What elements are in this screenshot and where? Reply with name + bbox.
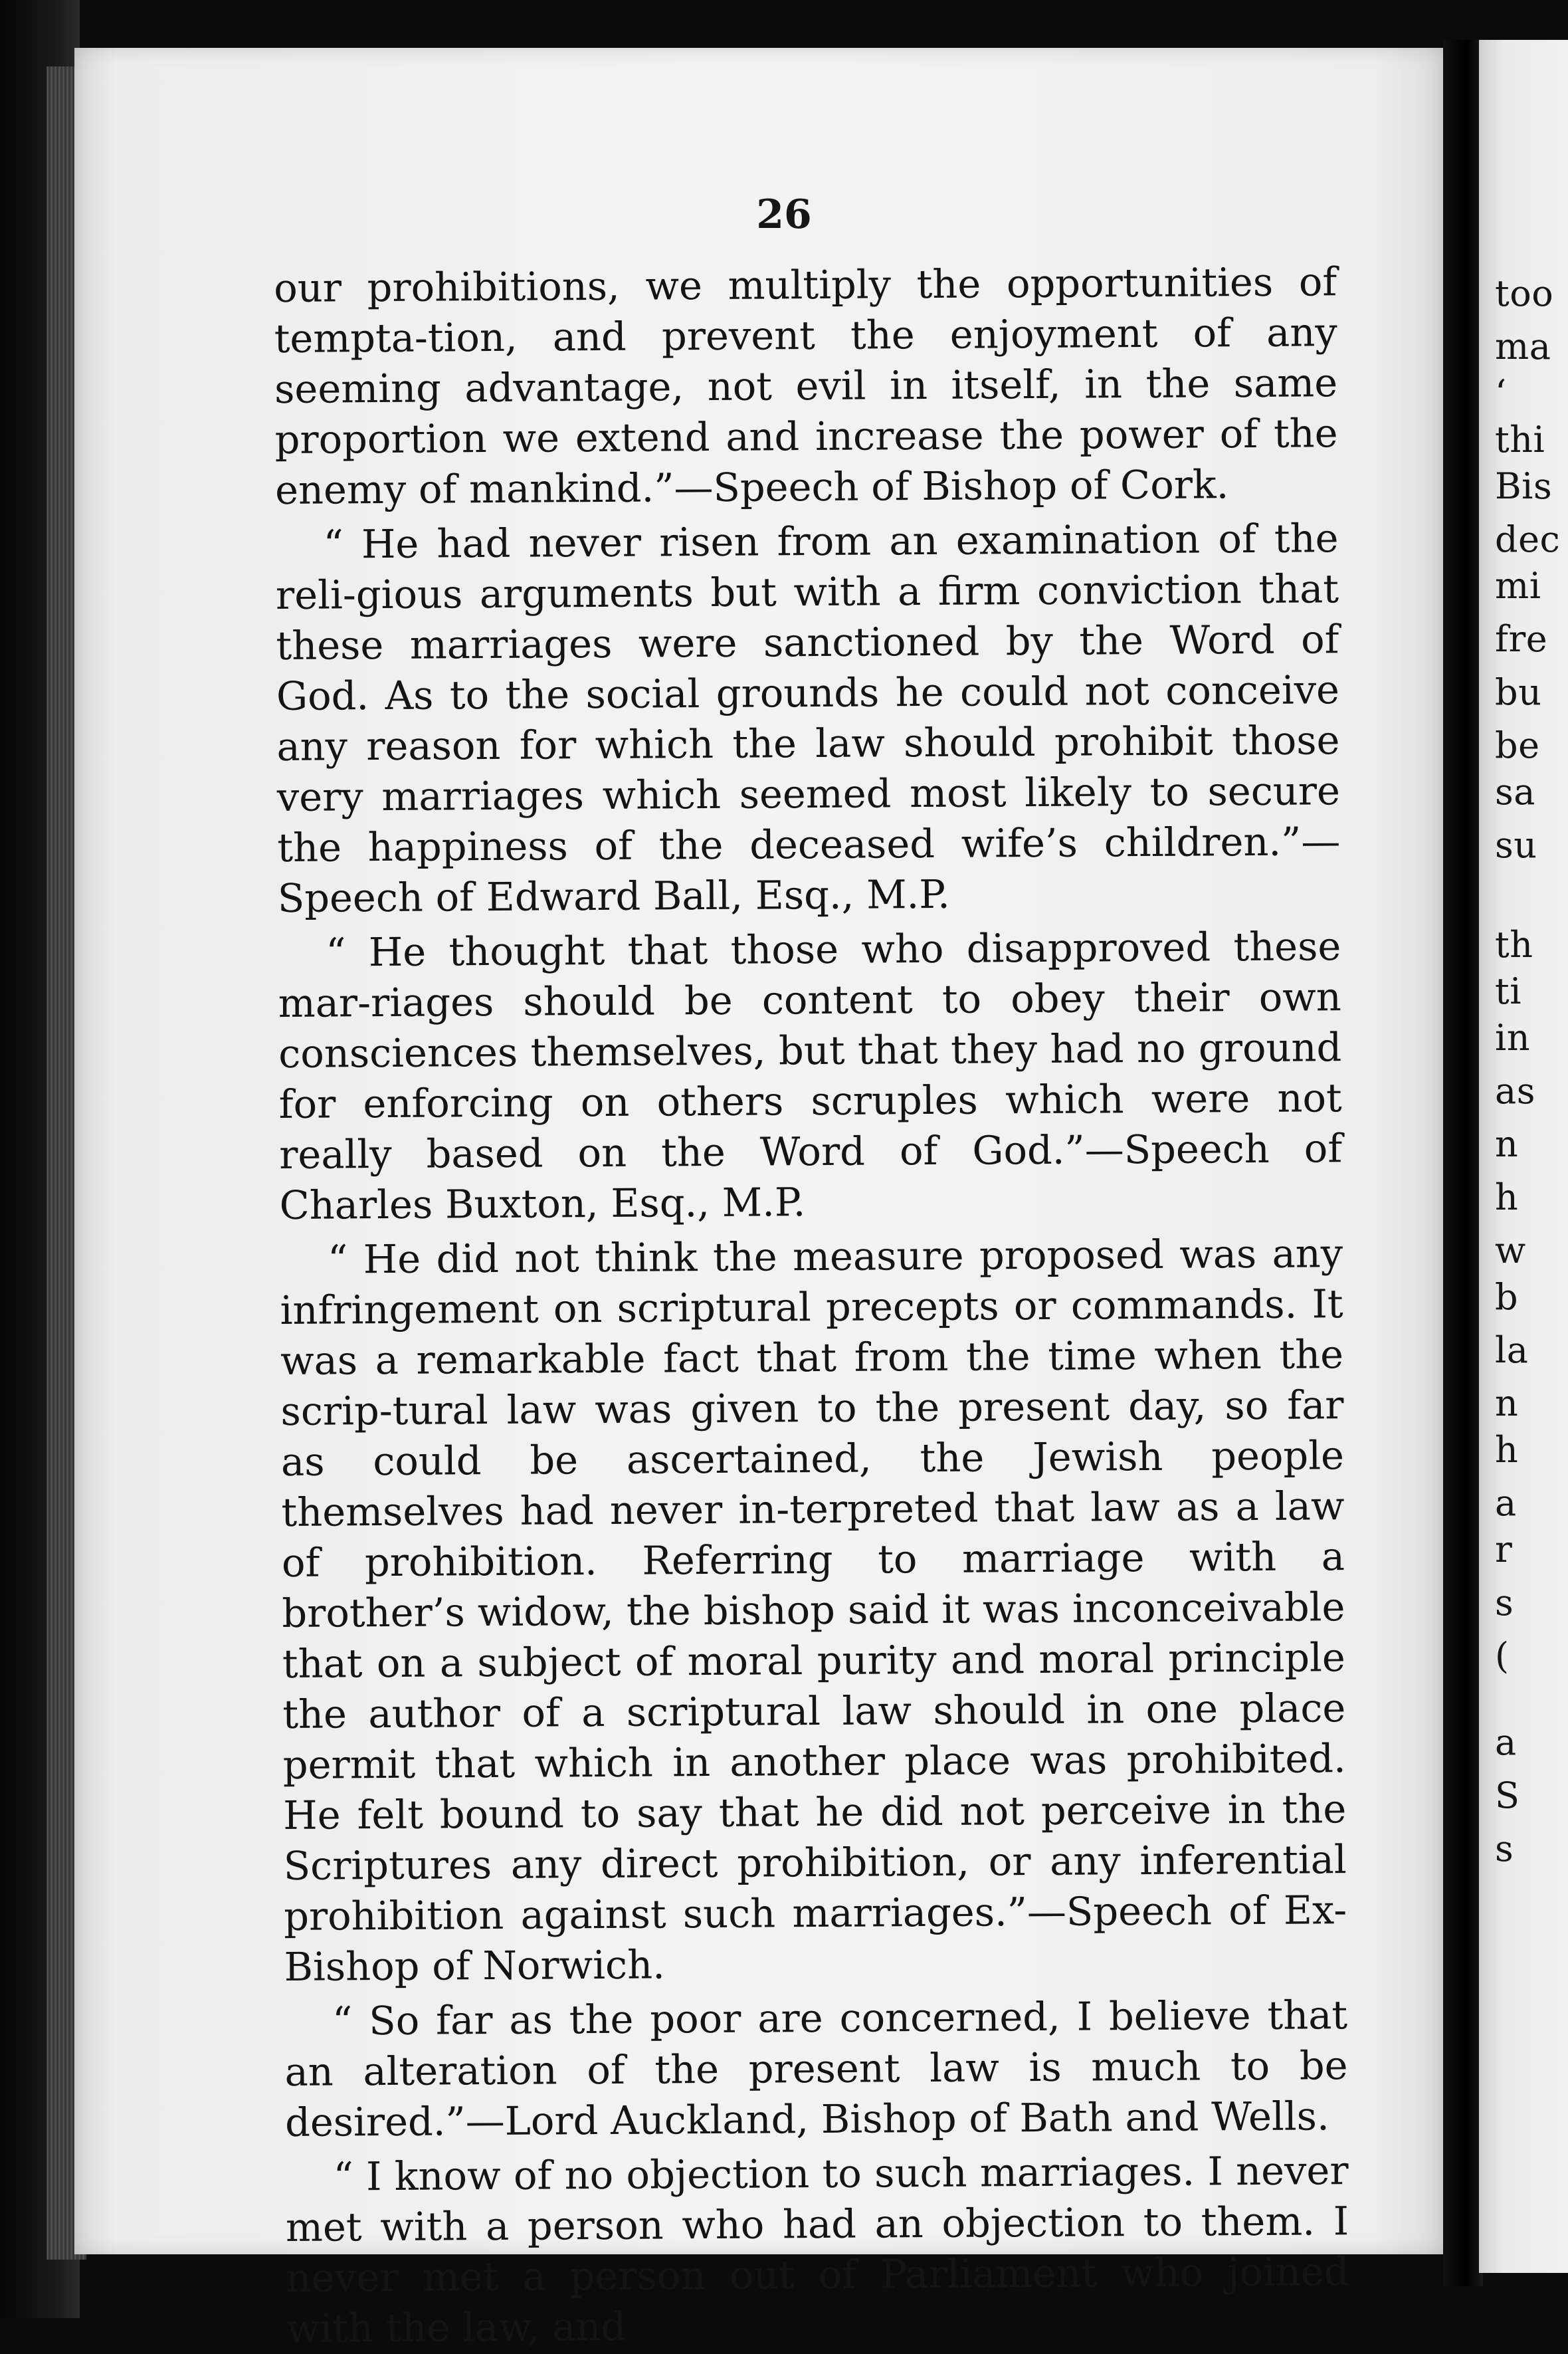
body-text bbox=[274, 257, 1349, 2354]
facing-page-fragment: be bbox=[1495, 724, 1540, 766]
facing-page-fragment: s bbox=[1495, 1828, 1514, 1870]
page-number: 26 bbox=[756, 191, 812, 238]
facing-page-fragment: h bbox=[1495, 1429, 1519, 1471]
facing-page-fragment: ma bbox=[1495, 326, 1551, 368]
facing-page-fragment: b bbox=[1495, 1276, 1519, 1318]
facing-page-fragment: ‘ bbox=[1495, 372, 1507, 414]
facing-page-fragment: S bbox=[1495, 1774, 1520, 1816]
facing-page-fragment: la bbox=[1495, 1329, 1529, 1371]
facing-page-fragment: bu bbox=[1495, 671, 1542, 713]
facing-page-fragment: r bbox=[1495, 1529, 1513, 1570]
facing-page-fragment: in bbox=[1495, 1017, 1531, 1059]
facing-page-fragment: a bbox=[1495, 1482, 1517, 1524]
facing-page-fragment: n bbox=[1495, 1382, 1519, 1424]
facing-page-fragment: su bbox=[1495, 824, 1537, 866]
facing-page-fragment: th bbox=[1495, 924, 1533, 966]
facing-page-fragment: thi bbox=[1495, 419, 1545, 461]
paragraph-continuation: our prohibitions, we multiply the opportunities of tempta-tion, and prevent the enjoyment of any seeming advantage, not evil in itself, in the same proportion we extend and increase the power of the enemy of mankind.”—Speech of Bishop of Cork. bbox=[274, 259, 1338, 513]
facing-page-fragment: too bbox=[1495, 272, 1554, 314]
facing-page-fragment: sa bbox=[1495, 771, 1535, 813]
paragraph-buxton-quote: “ He thought that those who disapproved these mar-riages should be content to obey their own consciences themselves, but that they had no ground for enforcing on others scruples which were not really based on the Word of God.”—Speech of Charles Buxton, Esq., M.P. bbox=[278, 923, 1343, 1228]
facing-page-fragment: mi bbox=[1495, 565, 1541, 607]
facing-page-fragment: ti bbox=[1495, 970, 1521, 1012]
facing-page-fragment: fre bbox=[1495, 618, 1548, 660]
paragraph-norwich-quote: “ He did not think the measure proposed was any infringement on scriptural precepts or commands. It was a remarkable fact that from the time when the scrip-tural law was given to the present day, so far as could be ascertained, the Jewish people themselves had never in-terpreted that law as a law of prohibition. Referring to marriage with a brother’s widow, the bishop said it was inconceivable that on a subject of moral purity and moral principle the author of a scriptural law should in one place permit that which in another place was prohibited. He felt bound to say that he did not perceive in the Scriptures any direct prohibition, or any inferential prohibition against such marriages.”—Speech of Ex-Bishop of Norwich. bbox=[280, 1230, 1347, 1990]
facing-page-fragment: Bis bbox=[1495, 465, 1553, 507]
facing-page bbox=[1479, 40, 1568, 2273]
book-gutter bbox=[1443, 40, 1483, 2286]
facing-page-fragment: dec bbox=[1495, 518, 1561, 560]
paragraph-final-quote: “ I know of no objection to such marriages. I never met with a person who had an objection to them. I never met a person out of Parliament who joined with the law, and bbox=[285, 2147, 1349, 2351]
facing-page-fragment: w bbox=[1495, 1230, 1526, 1271]
facing-page-fragment: n bbox=[1495, 1123, 1519, 1165]
facing-page-fragment: h bbox=[1495, 1176, 1519, 1218]
facing-page-fragment: as bbox=[1495, 1070, 1535, 1112]
facing-page-fragment: ( bbox=[1495, 1635, 1510, 1677]
facing-page-fragment: s bbox=[1495, 1582, 1514, 1624]
paragraph-auckland-quote: “ So far as the poor are concerned, I believe that an alteration of the present law is much to be desired.”—Lord Auckland, Bishop of Bath and Wells. bbox=[284, 1992, 1348, 2145]
paragraph-ball-quote: “ He had never risen from an examination of the reli-gious arguments but with a firm conviction that these marriages were sanctioned by the Word of God. As to the social grounds he could not conceive any reason for which the law should prohibit those very marriages which seemed most likely to secure the happiness of the deceased wife’s children.”—Speech of Edward Ball, Esq., M.P. bbox=[275, 515, 1341, 921]
facing-page-fragment: a bbox=[1495, 1721, 1517, 1763]
